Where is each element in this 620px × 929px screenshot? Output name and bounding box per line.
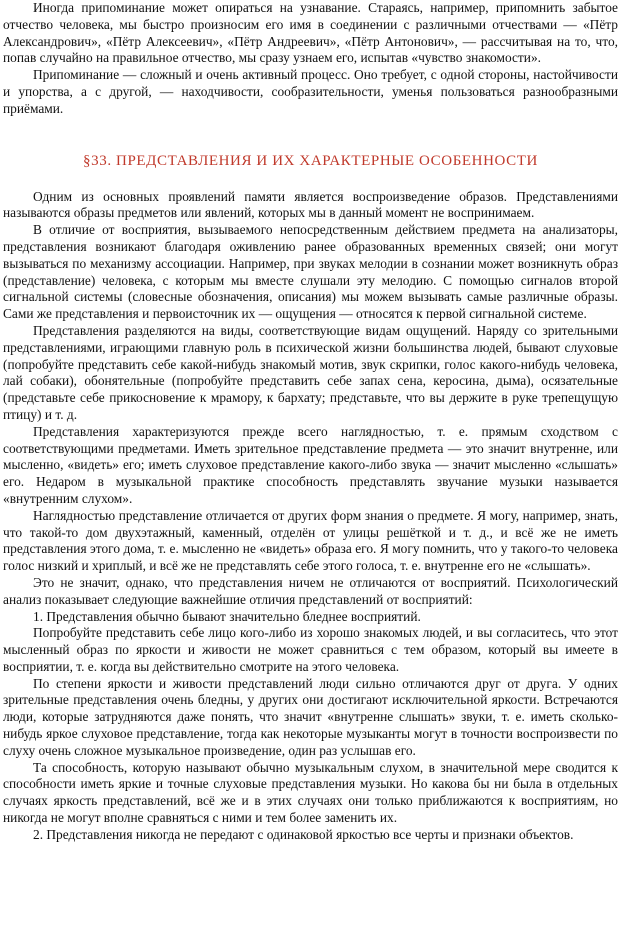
section-heading: §33. ПРЕДСТАВЛЕНИЯ И ИХ ХАРАКТЕРНЫЕ ОСОБЕННОСТИ bbox=[83, 152, 538, 169]
paragraph: Та способность, которую называют обычно музыкальным слухом, в значительной мере сводится к способности иметь яркие и точные слуховые представления музыки. Но какова бы ни была в отдельных случаях яркость представлений, всё же и в этих случаях они только приближаются к восприятиям, но никогда не могут вполне сравняться с ними и тем более заменить их. bbox=[3, 759, 618, 826]
paragraph: Одним из основных проявлений памяти является воспроизведение образов. Представлениями называются образы предметов или явлений, которых мы в данный момент не воспринимаем. bbox=[3, 188, 618, 221]
paragraph: Представления характеризуются прежде всего наглядностью, т. е. прямым сходством с соответствующими предметами. Иметь зрительное представление предмета — это значит внутренне, или мысленно, «видеть» его; иметь слуховое представление какого-либо звука — значит мысленно «слышать» его. Недаром в музыкальной практике способность представлять звучание музыки называется «внутренним слухом». bbox=[3, 423, 618, 506]
section-body bbox=[3, 189, 618, 844]
intro-section bbox=[3, 0, 618, 118]
list-item-paragraph: 1. Представления обычно бывают значительно бледнее восприятий. bbox=[33, 608, 421, 624]
paragraph: Это не значит, однако, что представления ничем не отличаются от восприятий. Психологический анализ показывает следующие важнейшие отличия представлений от восприятий: bbox=[3, 574, 618, 607]
paragraph: Представления разделяются на виды, соответствующие видам ощущений. Наряду со зрительными представлениями, играющими главную роль в психической жизни большинства людей, бывают слуховые (попробуйте представить себе какой-нибудь знакомый мотив, звук скрипки, голос какого-нибудь человека, лай собаки), обонятельные (попробуйте представить себе запах сена, керосина, дыма), осязательные (представьте себе прикосновение к мрамору, к бархату; представьте, что вы держите в руке трепещущую птицу) и т. д. bbox=[3, 322, 618, 422]
paragraph: Попробуйте представить себе лицо кого-либо из хорошо знакомых людей, и вы согласитесь, что этот мысленный образ по яркости и живости не может сравниться с тем образом, который вы имеете в восприятии, т. е. когда вы действительно смотрите на этого человека. bbox=[3, 625, 618, 674]
paragraph: В отличие от восприятия, вызываемого непосредственным действием предмета на анализаторы, представления возникают благодаря оживлению ранее образованных временных связей; они могут вызываться по механизму ассоциации. Например, при звуках мелодии в сознании может возникнуть образ (представление) человека, с которым мы вместе слушали эту мелодию. С помощью сигналов второй сигнальной системы (словесные обозначения, описания) мы можем вызывать самые различные образы. Сами же представления и первоисточник их — ощущения — относятся к первой сигнальной системе. bbox=[3, 222, 618, 322]
paragraph: Припоминание — сложный и очень активный процесс. Оно требует, с одной стороны, настойчивости и упорства, а с другой, — находчивости, сообразительности, уменья пользоваться разнообразными приёмами. bbox=[3, 67, 618, 116]
paragraph: По степени яркости и живости представлений люди сильно отличаются друг от друга. У одних зрительные представления очень бледны, у других они достигают исключительной яркости. Встречаются люди, которые затрудняются даже понять, что значит «внутренне слышать» звуки, т. е. иметь сколько-нибудь яркое слуховое представление, тогда как некоторые музыканты могут в точности воспроизвести по слуху очень сложное музыкальное произведение, один раз услышав его. bbox=[3, 675, 618, 758]
list-item-paragraph: 2. Представления никогда не передают с одинаковой яркостью все черты и признаки объектов. bbox=[33, 826, 574, 842]
paragraph: Иногда припоминание может опираться на узнавание. Стараясь, например, припомнить забытое отчество человека, мы быстро произносим его имя в соединении с различными отчествами — «Пётр Александрович», «Пётр Алексеевич», «Пётр Андреевич», «Пётр Антонович», — рассчитывая на то, что, попав случайно на правильное отчество, мы сразу узнаем его, испытав «чувство знакомости». bbox=[3, 0, 618, 66]
paragraph: Наглядностью представление отличается от других форм знания о предмете. Я могу, например, знать, что такой-то дом двухэтажный, каменный, отделён от улицы решёткой и т. д., и всё же не иметь представления этого дома, т. е. мысленно не «видеть» образа его. Я могу помнить, что у такого-то человека голос низкий и хриплый, и всё же не представлять себе этого голоса, т. е. внутренне его не «слышать». bbox=[3, 507, 618, 574]
